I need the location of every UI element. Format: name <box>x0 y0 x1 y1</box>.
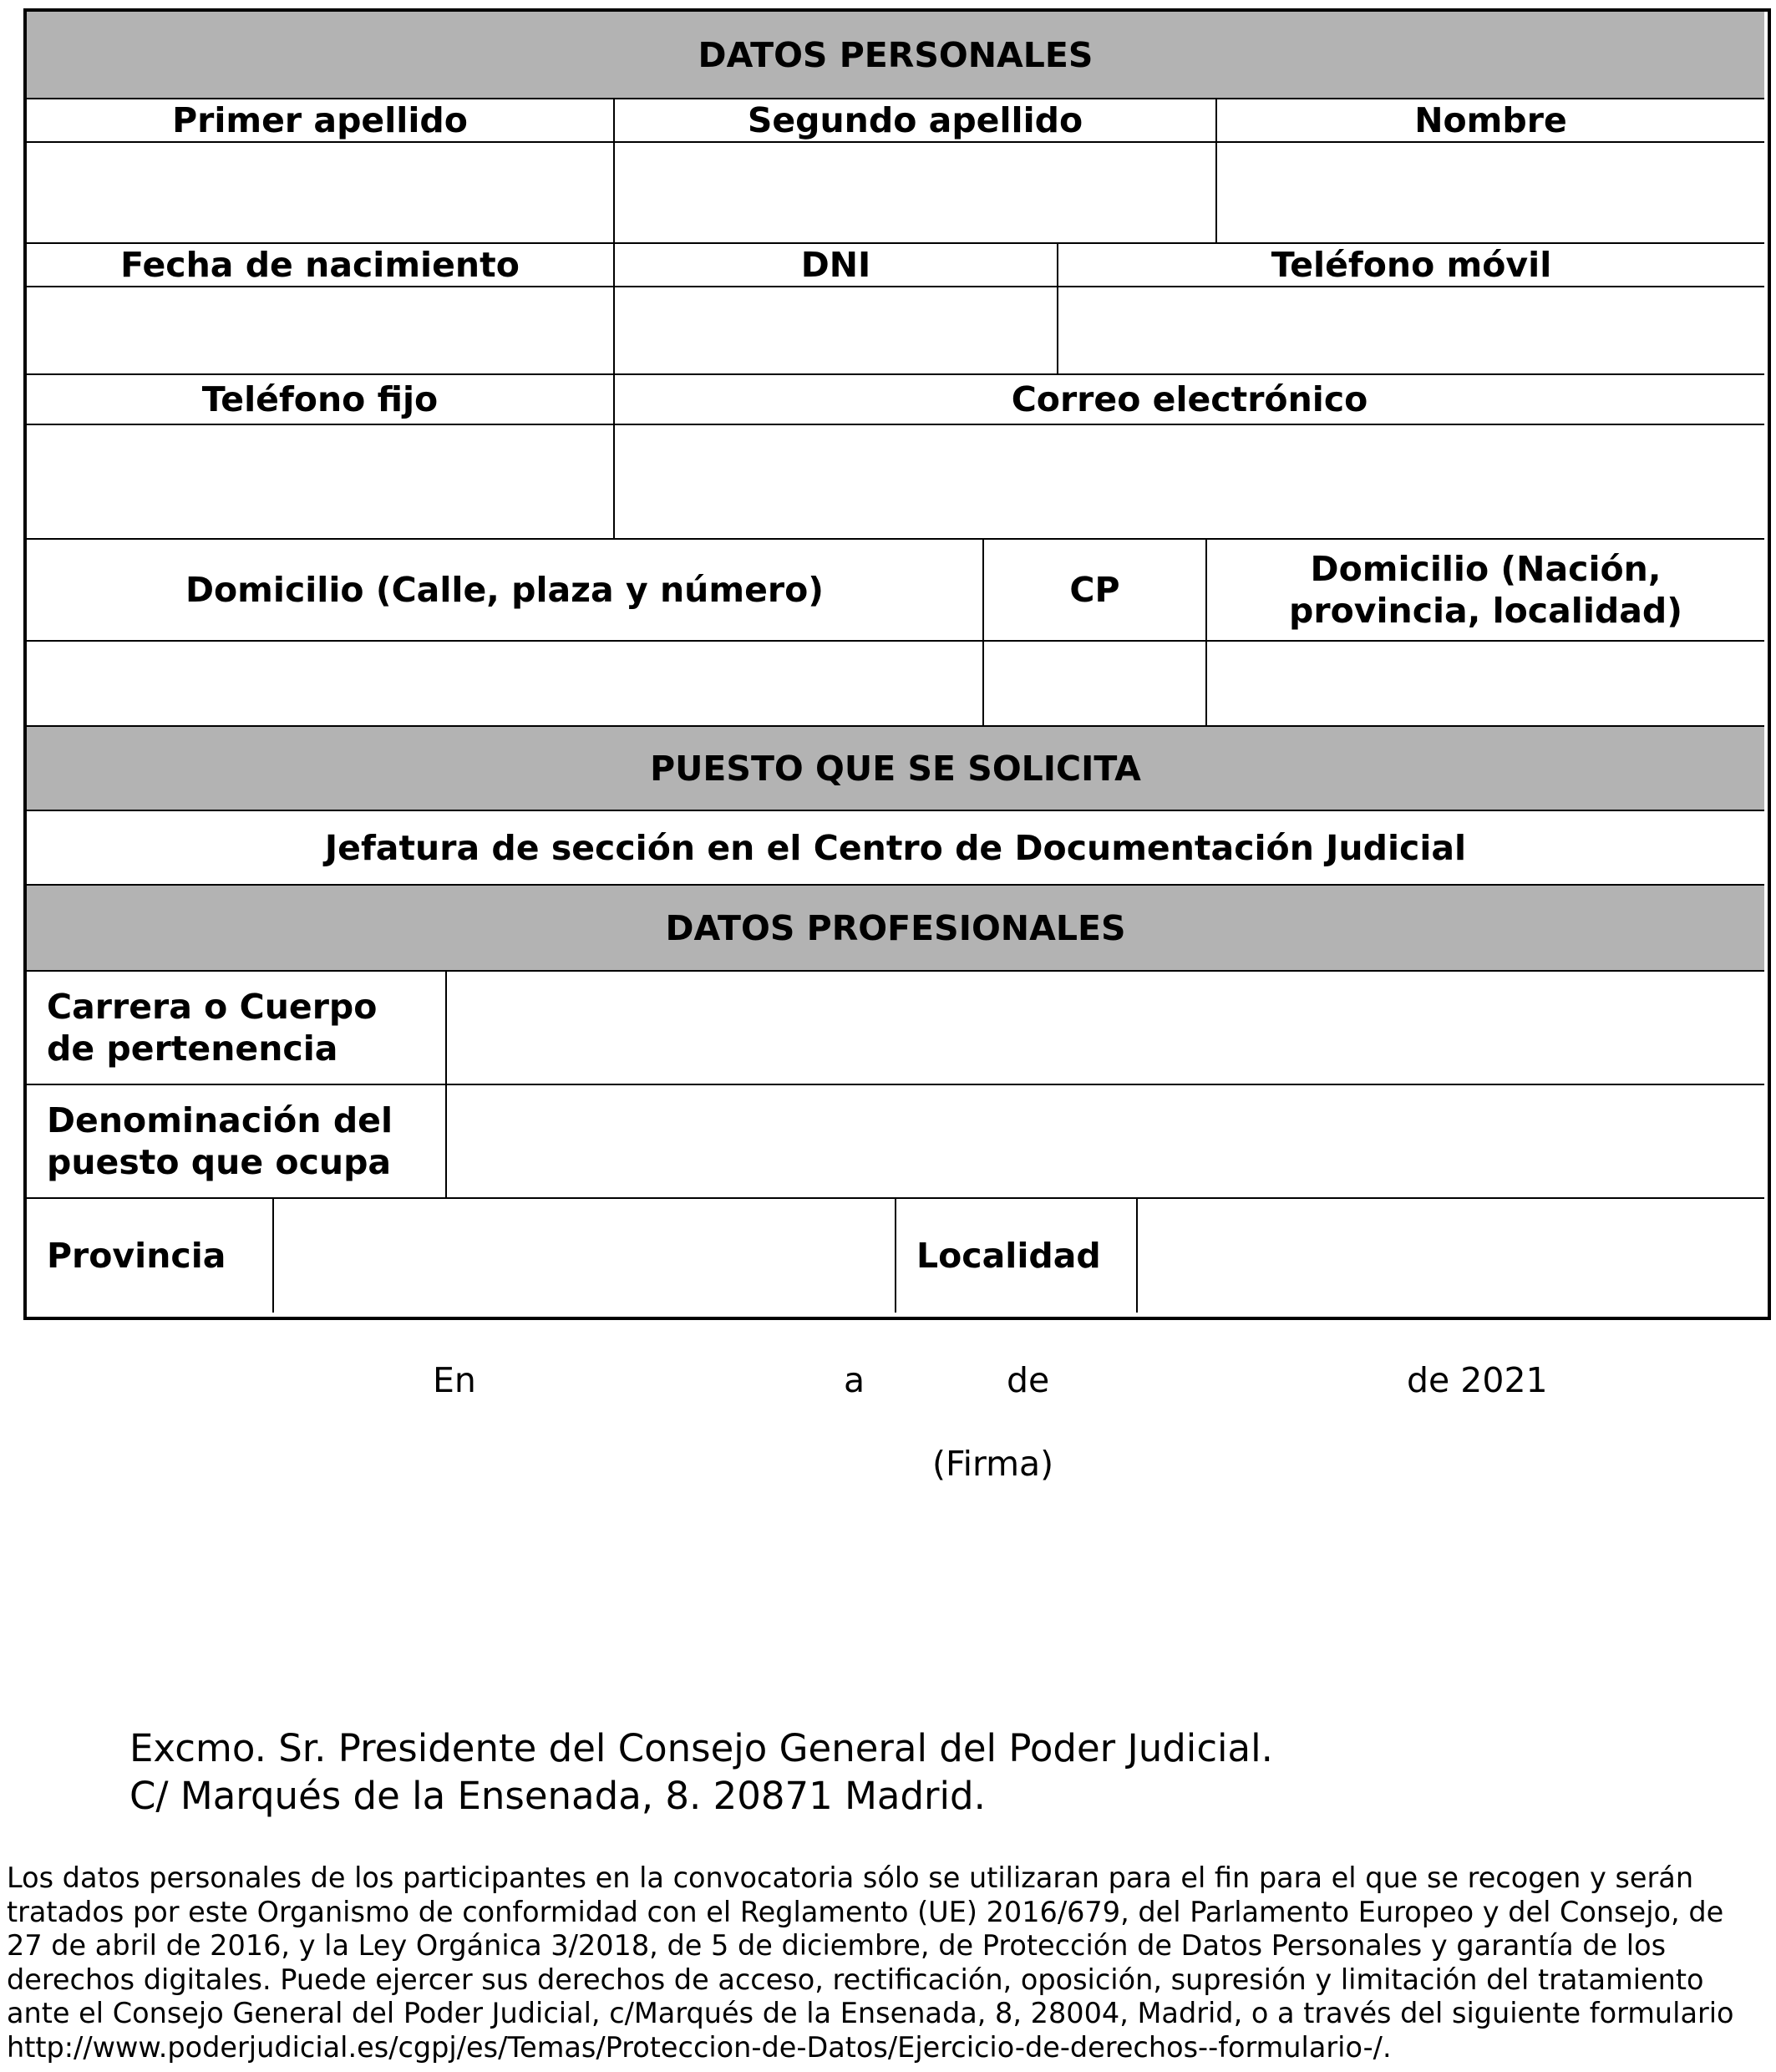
carrera-line1: Carrera o Cuerpo <box>47 987 378 1027</box>
denominacion-line2: puesto que ocupa <box>47 1142 392 1182</box>
legal-link[interactable]: http://www.poderjudicial.es/cgpj/es/Temas/Proteccion-de-Datos/Ejercicio-de-derechos--formulario-/. <box>7 2030 1392 2064</box>
legal-line: 27 de abril de 2016, y la Ley Orgánica 3/2018, de 5 de diciembre, de Protección de Datos Personales y garantía de los <box>7 1929 1667 1962</box>
signature-de-year: de 2021 <box>1407 1360 1548 1400</box>
legal-line: ante el Consejo General del Poder Judicial, c/Marqués de la Ensenada, 8, 28004, Madrid, o a través del siguiente formulario <box>7 1997 1734 2029</box>
localidad-label: Localidad <box>916 1236 1101 1276</box>
cp-label: CP <box>1069 570 1120 610</box>
fecha-nacimiento-label: Fecha de nacimiento <box>120 245 520 285</box>
telefono-fijo-label: Teléfono fijo <box>201 379 439 419</box>
signature-en: En <box>433 1360 476 1400</box>
domicilio-nacion-label <box>1207 540 1764 640</box>
signature-a: a <box>844 1360 865 1400</box>
telefono-fijo-field[interactable] <box>27 425 613 538</box>
legal-line: tratados por este Organismo de conformidad con el Reglamento (UE) 2016/679, del Parlamento Europeo y del Consejo, de <box>7 1895 1724 1928</box>
legal-line: Los datos personales de los participantes en la convocatoria sólo se utilizaran para el fin para el que se recogen y serán <box>7 1861 1694 1894</box>
signature-firma: (Firma) <box>932 1444 1054 1484</box>
localidad-field[interactable] <box>1138 1199 1764 1313</box>
segundo-apellido-field[interactable] <box>615 143 1215 242</box>
puesto-value: Jefatura de sección en el Centro de Documentación Judicial <box>324 827 1467 868</box>
denominacion-line1: Denominación del <box>47 1100 393 1140</box>
carrera-field[interactable] <box>447 972 1764 1084</box>
addressee-line1: Excmo. Sr. Presidente del Consejo General del Poder Judicial. <box>129 1726 1273 1770</box>
correo-field[interactable] <box>615 425 1764 538</box>
domicilio-nacion-line1: Domicilio (Nación, <box>1310 549 1662 589</box>
provincia-label: Provincia <box>47 1236 226 1276</box>
addressee-line2: C/ Marqués de la Ensenada, 8. 20871 Madrid. <box>129 1774 986 1818</box>
telefono-movil-label: Teléfono móvil <box>1271 245 1552 285</box>
carrera-line2: de pertenencia <box>47 1028 338 1069</box>
primer-apellido-label: Primer apellido <box>172 100 468 140</box>
primer-apellido-field[interactable] <box>27 143 613 242</box>
telefono-movil-field[interactable] <box>1058 287 1764 373</box>
dni-label: DNI <box>800 245 871 285</box>
fecha-nacimiento-field[interactable] <box>27 287 613 373</box>
domicilio-nacion-field[interactable] <box>1207 642 1764 725</box>
denominacion-label <box>27 1085 445 1197</box>
legal-notice <box>7 1861 1769 2064</box>
nombre-label: Nombre <box>1414 100 1567 140</box>
cp-field[interactable] <box>984 642 1205 725</box>
domicilio-calle-field[interactable] <box>27 642 982 725</box>
signature-de: de <box>1007 1360 1050 1400</box>
domicilio-nacion-line2: provincia, localidad) <box>1289 591 1682 631</box>
domicilio-calle-label: Domicilio (Calle, plaza y número) <box>185 570 825 610</box>
personal-section-title: DATOS PERSONALES <box>698 34 1094 75</box>
carrera-label <box>27 972 445 1084</box>
legal-line: derechos digitales. Puede ejercer sus derechos de acceso, rectificación, oposición, supresión y limitación del tratamiento <box>7 1963 1704 1996</box>
denominacion-field[interactable] <box>447 1085 1764 1197</box>
signature-place-field[interactable] <box>501 1359 835 1401</box>
correo-label: Correo electrónico <box>1011 379 1368 419</box>
dni-field[interactable] <box>615 287 1057 373</box>
segundo-apellido-label: Segundo apellido <box>747 100 1083 140</box>
provincia-field[interactable] <box>274 1199 895 1313</box>
puesto-section-title: PUESTO QUE SE SOLICITA <box>650 748 1141 789</box>
profesional-section-title: DATOS PROFESIONALES <box>665 907 1126 948</box>
nombre-field[interactable] <box>1217 143 1764 242</box>
